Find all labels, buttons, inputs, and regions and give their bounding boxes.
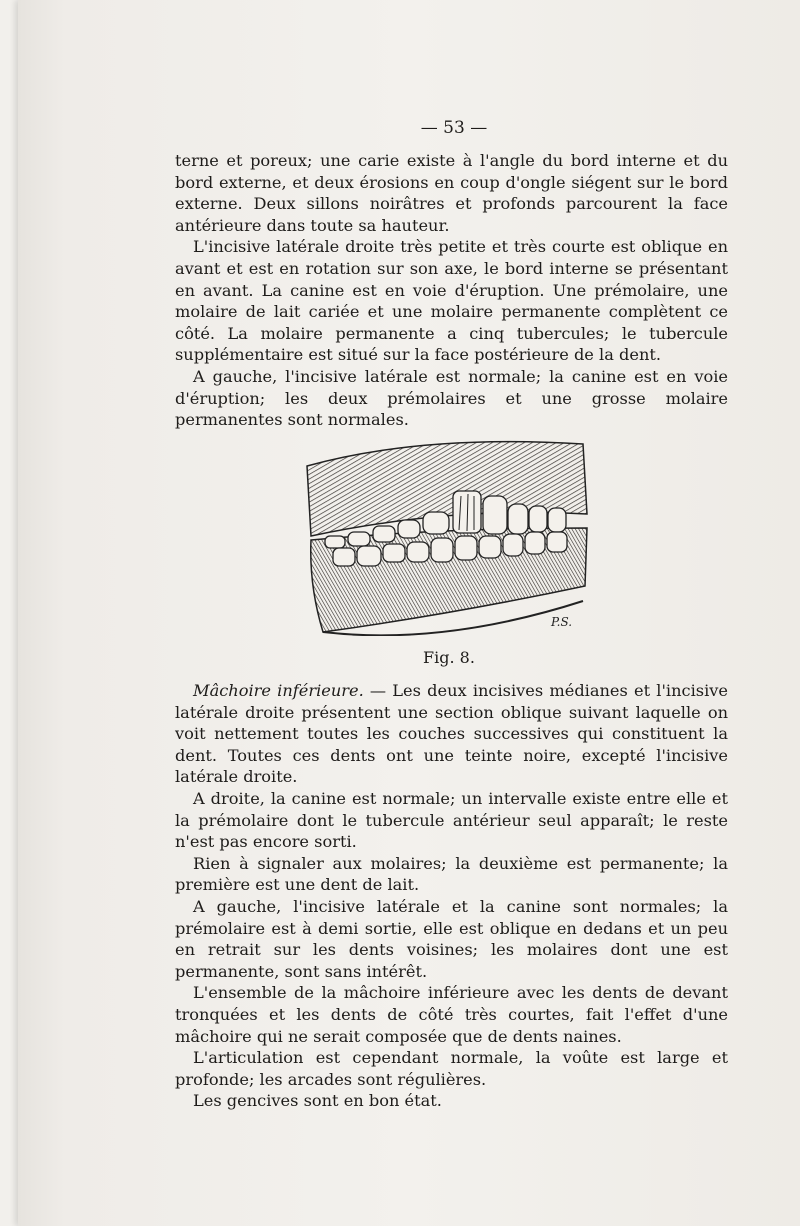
figure-caption: Fig. 8.: [423, 648, 475, 667]
jaw-illustration: [303, 436, 593, 636]
paragraph: terne et poreux; une carie existe à l'angle du bord interne et du bord externe, et deux érosions en coup d'ongle siégent sur le bord externe. Deux sillons noirâtres et profonds parcourent la face antérieure dans toute sa hauteur.: [175, 151, 728, 235]
engraver-signature: P.S.: [551, 615, 573, 629]
paragraph: L'incisive latérale droite très petite et très courte est oblique en avant et est en rotation sur son axe, le bord interne se présentant en avant. La canine est en voie d'éruption. Une prémolaire, une molaire de lait cariée et une molaire permanente complètent ce côté. La molaire permanente a cinq tubercules; le tubercule supplémentaire est situé sur la face postérieure de la dent.: [175, 237, 728, 365]
text-block-top: [175, 150, 728, 431]
page-number: — 53 —: [420, 118, 488, 138]
paragraph: A droite, la canine est normale; un intervalle existe entre elle et la prémolaire dont le tubercule antérieur seul apparaît; le reste n'est pas encore sorti.: [175, 788, 728, 852]
paragraph: A gauche, l'incisive latérale et la canine sont normales; la prémolaire est à demi sortie, elle est oblique en dedans et un peu en retrait sur les dents voisines; les molaires dont une est permanente, sont sans intérêt.: [175, 896, 728, 981]
paragraph: A gauche, l'incisive latérale est normale; la canine est en voie d'éruption; les deux prémolaires et une grosse molaire permanentes sont normales.: [175, 366, 728, 430]
paragraph-text: — Les deux incisives médianes et l'incisive latérale droite présentent une section oblique suivant laquelle on voit nettement toutes les couches successives qui constituent la dent. Toutes ces dents ont une teinte noire, excepté l'incisive latérale droite.: [175, 681, 728, 787]
text-block-bottom: [175, 680, 728, 1112]
paragraph: Rien à signaler aux molaires; la deuxième est permanente; la première est une dent de lait.: [175, 853, 728, 895]
paragraph: [175, 680, 728, 788]
book-page: [18, 0, 800, 1226]
paragraph: L'articulation est cependant normale, la voûte est large et profonde; les arcades sont régulières.: [175, 1048, 728, 1089]
paragraph: L'ensemble de la mâchoire inférieure avec les dents de devant tronquées et les dents de côté très courtes, fait l'effet d'une mâchoire qui ne serait composée que de dents naines.: [175, 983, 728, 1046]
paragraph: Les gencives sont en bon état.: [193, 1091, 442, 1111]
teeth-engraving: [303, 436, 593, 636]
section-lead: Mâchoire inférieure.: [193, 681, 364, 700]
